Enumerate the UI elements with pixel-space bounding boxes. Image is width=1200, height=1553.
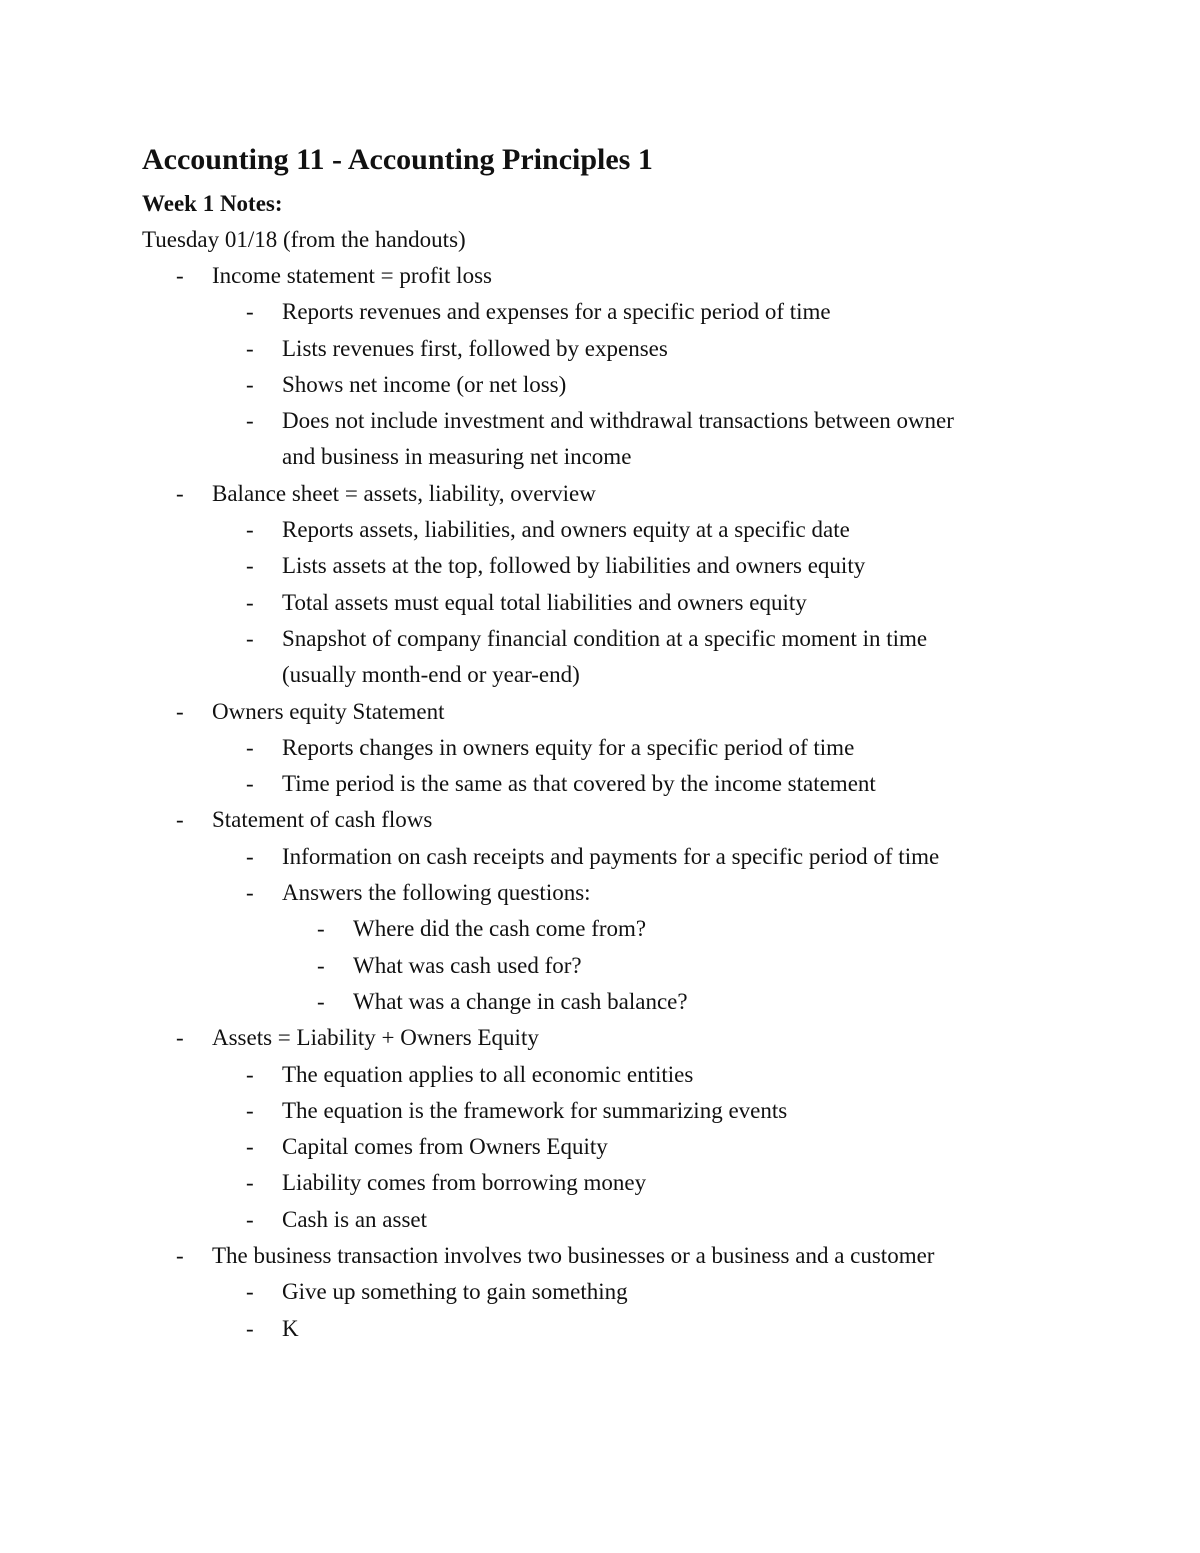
section-item-text: Owners equity Statement <box>212 698 445 724</box>
section-sublist <box>246 512 992 693</box>
bullet-dash: - <box>246 625 254 651</box>
list-item-text: Give up something to gain something <box>282 1279 628 1305</box>
list-item-text: Reports changes in owners equity for a specific period of time <box>282 734 855 760</box>
list-item <box>246 367 992 403</box>
bullet-dash: - <box>176 263 184 288</box>
section-item <box>176 1020 992 1238</box>
bullet-dash: - <box>246 1279 254 1305</box>
section-item-text: The business transaction involves two businesses or a business and a customer <box>212 1243 935 1269</box>
section-item <box>176 1238 992 1347</box>
section-item-text: Income statement = profit loss <box>212 263 492 288</box>
notes-outline <box>176 258 1080 1347</box>
section-item <box>176 694 992 803</box>
section-item-text: Statement of cash flows <box>212 807 433 833</box>
bullet-dash: - <box>246 1097 254 1123</box>
bullet-dash: - <box>246 1061 254 1087</box>
section-item <box>176 258 992 476</box>
list-item <box>246 1057 992 1093</box>
bullet-dash: - <box>317 988 325 1014</box>
list-item <box>246 1274 992 1310</box>
section-sublist <box>246 1274 992 1347</box>
bullet-dash: - <box>246 299 254 325</box>
section-item <box>176 802 992 1020</box>
list-item-text: Reports revenues and expenses for a specific period of time <box>282 299 831 325</box>
list-item <box>246 1202 992 1238</box>
question-item-text: What was cash used for? <box>353 952 582 978</box>
list-item-text: Lists assets at the top, followed by liabilities and owners equity <box>282 553 866 579</box>
section-sublist <box>246 294 992 475</box>
list-item <box>246 548 992 584</box>
bullet-dash: - <box>176 1243 184 1269</box>
question-item-text: What was a change in cash balance? <box>353 988 688 1014</box>
question-item <box>317 911 992 947</box>
bullet-dash: - <box>317 952 325 978</box>
list-item-text: Capital comes from Owners Equity <box>282 1134 608 1160</box>
bullet-dash: - <box>246 1134 254 1160</box>
list-item-text: Cash is an asset <box>282 1206 428 1232</box>
list-item <box>246 766 992 802</box>
list-item-text: K <box>282 1315 299 1341</box>
bullet-dash: - <box>246 589 254 615</box>
list-item <box>246 294 992 330</box>
question-item <box>317 948 992 984</box>
bullet-dash: - <box>246 880 254 906</box>
bullet-dash: - <box>246 517 254 543</box>
section-item-text: Balance sheet = assets, liability, overview <box>212 480 596 506</box>
list-item-text: Reports assets, liabilities, and owners equity at a specific date <box>282 517 850 543</box>
bullet-dash: - <box>176 807 184 833</box>
list-item-text: Liability comes from borrowing money <box>282 1170 647 1196</box>
list-item-text: Shows net income (or net loss) <box>282 371 567 397</box>
bullet-dash: - <box>246 408 254 434</box>
list-item <box>246 730 992 766</box>
list-item <box>246 331 992 367</box>
list-item <box>246 512 992 548</box>
list-item-text: Does not include investment and withdrawal transactions between owner and business in measuring net income <box>282 408 954 470</box>
list-item-text: Lists revenues first, followed by expenses <box>282 335 668 361</box>
bullet-dash: - <box>176 480 184 506</box>
bullet-dash: - <box>246 371 254 397</box>
bullet-dash: - <box>246 335 254 361</box>
section-item-text: Assets = Liability + Owners Equity <box>212 1025 539 1051</box>
list-item-text: Answers the following questions: <box>282 880 591 906</box>
list-item <box>246 1093 992 1129</box>
list-item-text: Time period is the same as that covered by the income statement <box>282 771 876 797</box>
list-item-text: Total assets must equal total liabilities and owners equity <box>282 589 807 615</box>
bullet-dash: - <box>246 843 254 869</box>
list-item <box>246 585 992 621</box>
list-item <box>246 1165 992 1201</box>
bullet-dash: - <box>176 698 184 724</box>
bullet-dash: - <box>246 1315 254 1341</box>
section-sublist <box>246 1057 992 1238</box>
list-item-text: Information on cash receipts and payments for a specific period of time <box>282 843 940 869</box>
question-sublist <box>317 911 992 1020</box>
date-line: Tuesday 01/18 (from the handouts) <box>142 227 466 252</box>
list-item <box>246 1129 992 1165</box>
question-item <box>317 984 992 1020</box>
bullet-dash: - <box>246 771 254 797</box>
list-item <box>246 1311 992 1347</box>
list-item <box>246 403 992 476</box>
list-item-text: The equation applies to all economic entities <box>282 1061 694 1087</box>
document-title: Accounting 11 - Accounting Principles 1 <box>142 143 653 176</box>
bullet-dash: - <box>246 1206 254 1232</box>
bullet-dash: - <box>246 734 254 760</box>
list-item-text: Snapshot of company financial condition at a specific moment in time (usually month-end or year-end) <box>282 625 928 688</box>
section-sublist <box>246 730 992 803</box>
bullet-dash: - <box>176 1025 184 1051</box>
list-item <box>246 875 992 1020</box>
question-item-text: Where did the cash come from? <box>353 916 647 942</box>
week-heading: Week 1 Notes: <box>142 191 283 216</box>
list-item <box>246 621 992 694</box>
bullet-dash: - <box>246 553 254 579</box>
bullet-dash: - <box>317 916 325 942</box>
section-item <box>176 476 992 694</box>
list-item-text: The equation is the framework for summarizing events <box>282 1097 788 1123</box>
section-sublist <box>246 839 992 1020</box>
list-item <box>246 839 992 875</box>
bullet-dash: - <box>246 1170 254 1196</box>
